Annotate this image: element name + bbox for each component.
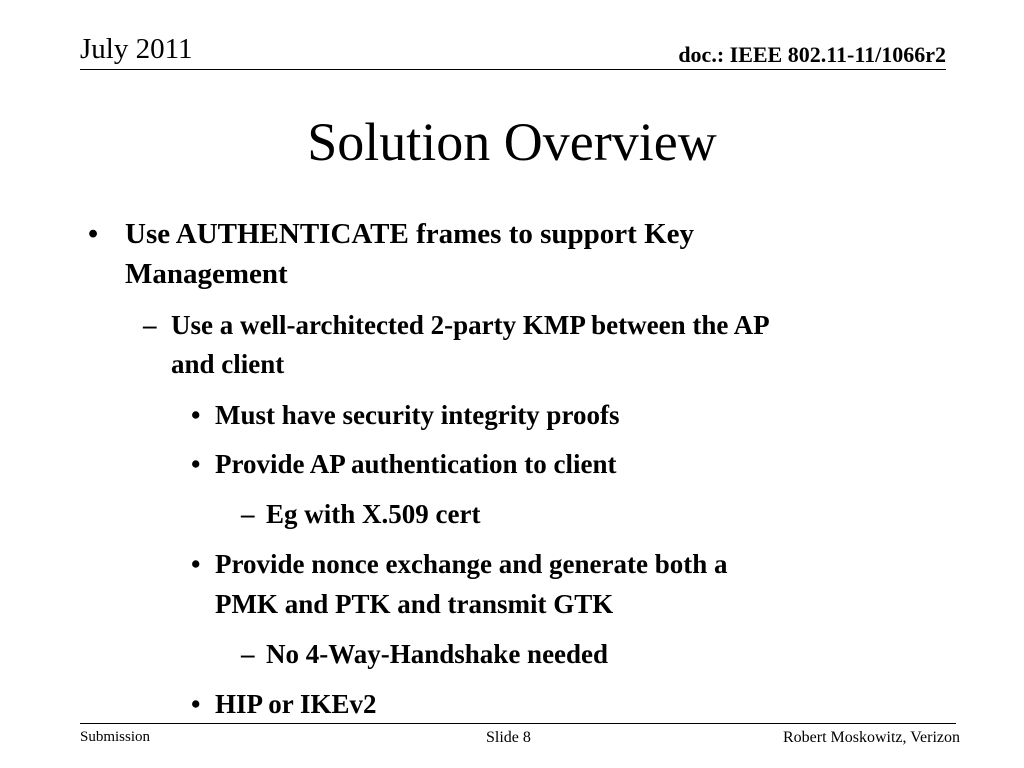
bullet-text: Use AUTHENTICATE frames to support Key bbox=[125, 218, 694, 250]
header-document-id: doc.: IEEE 802.11-11/1066r2 bbox=[678, 42, 946, 67]
bullet-text: No 4-Way-Handshake needed bbox=[266, 639, 609, 669]
header-divider bbox=[80, 69, 946, 70]
footer-author: Robert Moskowitz, Verizon bbox=[782, 729, 960, 746]
header-date: July 2011 bbox=[80, 33, 193, 65]
bullet-text: HIP or IKEv2 bbox=[215, 689, 377, 719]
bullet-text: Eg with X.509 cert bbox=[266, 499, 481, 529]
bullet-text: Must have security integrity proofs bbox=[215, 400, 620, 430]
slide-title: Solution Overview bbox=[307, 112, 717, 172]
bullet-text: Provide nonce exchange and generate both a bbox=[215, 549, 728, 579]
dash-marker: – bbox=[143, 310, 157, 340]
bullet-text: Management bbox=[125, 258, 288, 290]
dash-marker: – bbox=[241, 639, 255, 669]
bullet-text: and client bbox=[171, 349, 285, 379]
slide-number: Slide 8 bbox=[486, 729, 531, 746]
footer-divider bbox=[80, 723, 956, 724]
bullet-marker: • bbox=[191, 689, 201, 719]
bullet-text: PMK and PTK and transmit GTK bbox=[215, 589, 614, 619]
bullet-marker: • bbox=[191, 400, 201, 430]
dash-marker: – bbox=[241, 499, 255, 529]
bullet-marker: • bbox=[88, 218, 99, 250]
bullet-text: Provide AP authentication to client bbox=[215, 449, 617, 479]
bullet-marker: • bbox=[191, 449, 201, 479]
bullet-text: Use a well-architected 2-party KMP between the AP bbox=[171, 310, 770, 340]
footer-submission: Submission bbox=[80, 729, 151, 745]
bullet-marker: • bbox=[191, 549, 201, 579]
